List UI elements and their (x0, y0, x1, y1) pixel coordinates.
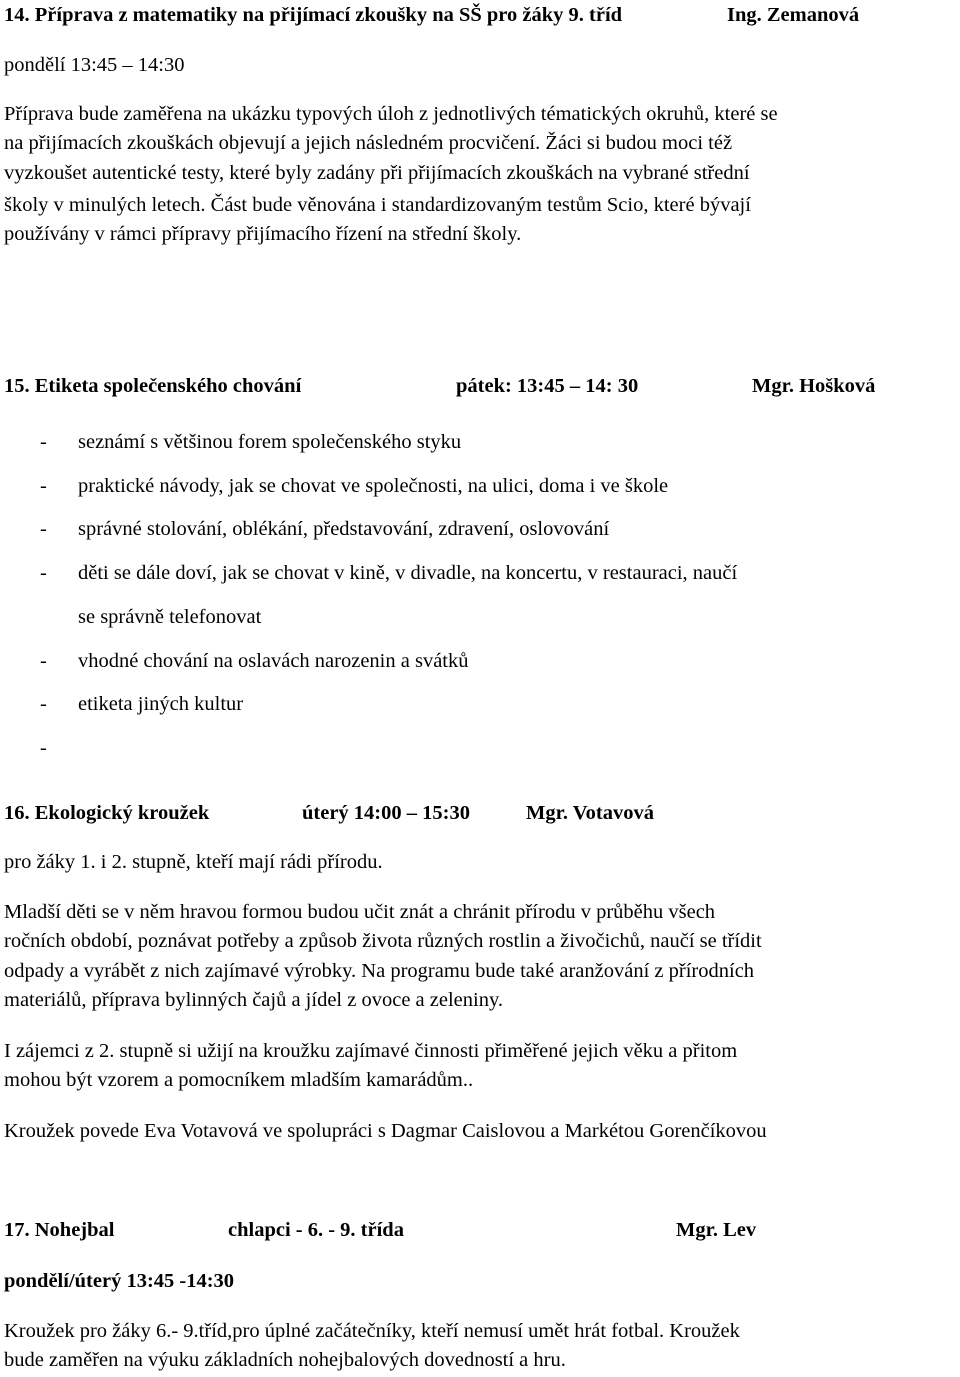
section-14-heading: 14. Příprava z matematiky na přijímací zkoušky na SŠ pro žáky 9. tříd (4, 4, 623, 26)
list-item: praktické návody, jak se chovat ve společnosti, na ulici, doma i ve škole (78, 475, 669, 497)
section-14-text-line: používány v rámci přípravy přijímacího řízení na střední školy. (4, 223, 522, 245)
section-16-title: 16. Ekologický kroužek (4, 802, 210, 824)
list-item: vhodné chování na oslavách narozenin a svátků (78, 650, 469, 672)
section-16-text-line: ročních období, poznávat potřeby a způsob života různých rostlin a živočichů, naučí se třídit (4, 930, 762, 952)
section-16-text-line: materiálů, příprava bylinných čajů a jídel z ovoce a zeleniny. (4, 989, 503, 1011)
section-17-group: chlapci - 6. - 9. třída (228, 1219, 404, 1241)
section-14-text-line: vyzkoušet autentické testy, které byly zadány při přijímacích zkouškách na vybrané střední (4, 162, 750, 184)
section-16-text-line: I zájemci z 2. stupně si užijí na kroužku zajímavé činnosti přiměřené jejich věku a přitom (4, 1040, 738, 1062)
section-17-text-line: Kroužek pro žáky 6.- 9.tříd,pro úplné začátečníky, kteří nemusí umět hrát fotbal. Kroužek (4, 1320, 740, 1342)
list-dash: - (40, 562, 47, 584)
list-dash: - (40, 518, 47, 540)
list-item: etiketa jiných kultur (78, 693, 244, 715)
list-item: děti se dále doví, jak se chovat v kině, v divadle, na koncertu, v restauraci, naučí (78, 562, 738, 584)
section-14-text-line: na přijímacích zkouškách objevují a jejich následném procvičení. Žáci si budou moci též (4, 132, 733, 154)
section-15-teacher: Mgr. Hošková (752, 375, 876, 397)
section-16-text-line: odpady a vyrábět z nich zajímavé výrobky. Na programu bude také aranžování z přírodních (4, 960, 755, 982)
section-16-text-line: mohou být vzorem a pomocníkem mladším kamarádům.. (4, 1069, 474, 1091)
section-14-text-line: Příprava bude zaměřena na ukázku typových úloh z jednotlivých tématických okruhů, které se (4, 103, 778, 125)
section-17-teacher: Mgr. Lev (676, 1219, 757, 1241)
section-14-text-line: školy v minulých letech. Část bude věnována i standardizovaným testům Scio, které bývají (4, 194, 751, 216)
section-14-time: pondělí 13:45 – 14:30 (4, 54, 185, 76)
section-17-time: pondělí/úterý 13:45 -14:30 (4, 1270, 235, 1292)
section-16-time: úterý 14:00 – 15:30 (302, 802, 470, 824)
list-item: správné stolování, oblékání, představování, zdravení, oslovování (78, 518, 610, 540)
section-17-text-line: bude zaměřen na výuku základních nohejbalových dovedností a hru. (4, 1349, 566, 1371)
section-16-teacher: Mgr. Votavová (526, 802, 654, 824)
list-item-continuation: se správně telefonovat (78, 606, 262, 628)
section-15-title: 15. Etiketa společenského chování (4, 375, 302, 397)
section-16-leaders: Kroužek povede Eva Votavová ve spolupráci s Dagmar Caislovou a Markétou Gorenčíkovou (4, 1120, 767, 1142)
list-dash: - (40, 650, 47, 672)
section-16-audience: pro žáky 1. i 2. stupně, kteří mají rádi přírodu. (4, 851, 383, 873)
list-item: seznámí s většinou forem společenského styku (78, 431, 462, 453)
section-15-time: pátek: 13:45 – 14: 30 (456, 375, 639, 397)
list-dash: - (40, 693, 47, 715)
section-16-text-line: Mladší děti se v něm hravou formou budou učit znát a chránit přírodu v průběhu všech (4, 901, 716, 923)
list-dash: - (40, 475, 47, 497)
section-14-teacher: Ing. Zemanová (727, 4, 860, 26)
list-dash: - (40, 431, 47, 453)
list-dash-empty: - (40, 737, 47, 759)
section-17-title: 17. Nohejbal (4, 1219, 115, 1241)
